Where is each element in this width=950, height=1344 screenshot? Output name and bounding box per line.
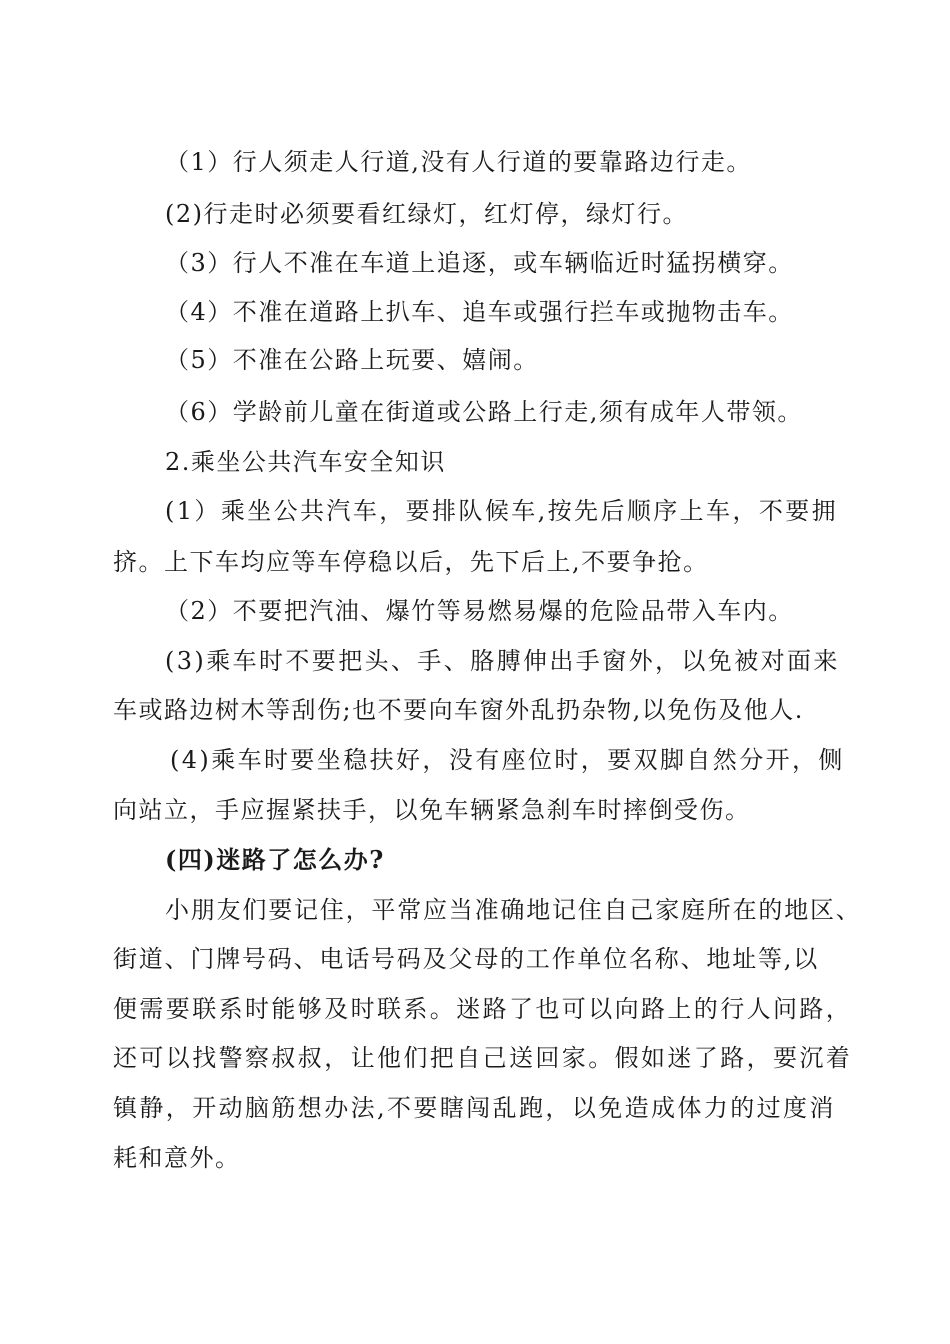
lost-paragraph-line-1: 小朋友们要记住，平常应当准确地记住自己家庭所在的地区、: [165, 896, 862, 924]
bus-rule-3-line-1: (3)乘车时不要把头、手、胳膊伸出手窗外，以免被对面来: [165, 647, 840, 675]
rule-5-no-playing: （5）不准在公路上玩要、嬉闹。: [165, 346, 539, 374]
bus-rule-2: （2）不要把汽油、爆竹等易燃易爆的危险品带入车内。: [165, 597, 794, 625]
rule-1-sidewalk: （1）行人须走人行道,没有人行道的要靠路边行走。: [165, 148, 752, 176]
bus-rule-4-line-2: 向站立，手应握紧扶手，以免车辆紧急刹车时摔倒受伤。: [113, 796, 751, 824]
bus-rule-3-line-2: 车或路边树木等刮伤;也不要向车窗外乱扔杂物,以免伤及他人.: [113, 696, 804, 724]
lost-paragraph-line-2: 街道、门牌号码、电话号码及父母的工作单位名称、地址等,以: [113, 945, 820, 973]
rule-4-no-hitching: （4）不准在道路上扒车、追车或强行拦车或抛物击车。: [165, 298, 794, 326]
lost-paragraph-line-6: 耗和意外。: [113, 1144, 241, 1172]
section-heading-lost: (四)迷路了怎么办?: [165, 845, 385, 874]
bus-rule-4-line-1: (4)乘车时要坐稳扶好，没有座位时，要双脚自然分开，侧: [170, 746, 845, 774]
lost-paragraph-line-3: 便需要联系时能够及时联系。迷路了也可以向路上的行人问路，: [113, 995, 853, 1023]
lost-paragraph-line-5: 镇静，开动脑筋想办法,不要瞎闯乱跑，以免造成体力的过度消: [113, 1094, 836, 1122]
section-heading-bus-safety: 2.乘坐公共汽车安全知识: [165, 448, 446, 476]
rule-6-preschool-children: （6）学龄前儿童在街道或公路上行走,须有成年人带领。: [165, 398, 803, 426]
bus-rule-1-line-2: 挤。上下车均应等车停稳以后，先下后上,不要争抢。: [113, 548, 709, 576]
bus-rule-1-line-1: (1）乘坐公共汽车，要排队候车,按先后顺序上车，不要拥: [165, 497, 839, 525]
lost-paragraph-line-4: 还可以找警察叔叔，让他们把自己送回家。假如迷了路，要沉着: [113, 1044, 853, 1072]
rule-3-no-chasing: （3）行人不准在车道上追逐，或车辆临近时猛拐横穿。: [165, 249, 794, 277]
rule-2-traffic-light: (2)行走时必须要看红绿灯，红灯停，绿灯行。: [165, 200, 688, 228]
